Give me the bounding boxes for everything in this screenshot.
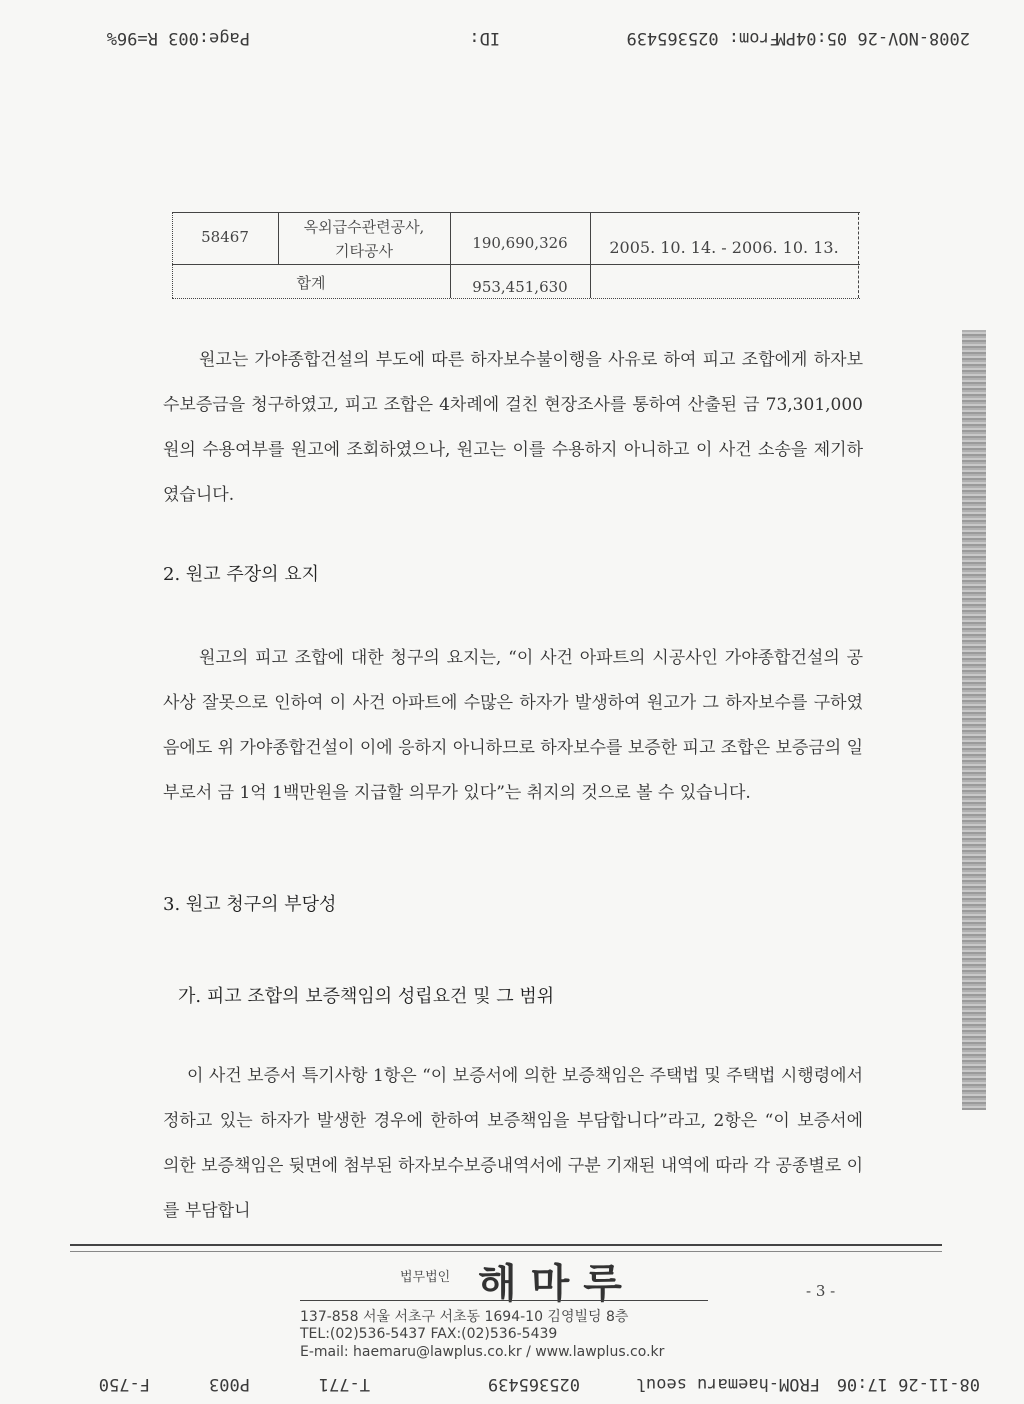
firm-logo-name: 해마루 <box>478 1261 636 1307</box>
firm-phone-fax: TEL:(02)536-5437 FAX:(02)536-5439 <box>300 1326 558 1342</box>
table-row-name-line2: 기타공사 <box>335 242 393 260</box>
footer-rule <box>70 1244 942 1246</box>
table-row-amount: 190,690,326 <box>472 234 568 252</box>
fax-bottom-from: FROM-haemaru seoul <box>635 1374 820 1394</box>
fax-bottom-code: T-771 <box>318 1374 370 1394</box>
table-row-code: 58467 <box>201 228 249 246</box>
table-total-label: 합계 <box>296 274 326 292</box>
fax-bottom-number: 025365439 <box>487 1374 580 1394</box>
section-heading-2: 2. 원고 주장의 요지 <box>163 564 320 585</box>
fax-bottom-form: F-750 <box>98 1374 150 1394</box>
firm-underline <box>300 1300 708 1301</box>
fax-top-id: ID: <box>469 28 500 48</box>
scanner-strip <box>962 330 986 1110</box>
section-heading-3: 3. 원고 청구의 부당성 <box>163 894 337 915</box>
table-total-amount: 953,451,630 <box>472 278 568 296</box>
fax-top-page: Page:003 R=96% <box>106 28 250 48</box>
subsection-heading-3a: 가. 피고 조합의 보증책임의 성립요건 및 그 범위 <box>178 986 555 1007</box>
firm-email-web: E-mail: haemaru@lawplus.co.kr / www.lawplus.co.kr <box>300 1344 665 1360</box>
firm-prefix: 법무법인 <box>400 1270 451 1285</box>
fax-top-from: From: 025365439 <box>626 28 780 48</box>
paragraph-2: 원고의 피고 조합에 대한 청구의 요지는, “이 사건 아파트의 시공사인 가야종합건설의 공사상 잘못으로 인하여 이 사건 아파트에 수많은 하자가 발생하여 원고가 그 하자보수를 구하였음에도 위 가야종합건설이 이에 응하지 아니하므로 하자보수를 보증한 피고 조합은 보증금의 일부로서 금 1억 1백만원을 지급할 의무가 있다”는 취지의 것으로 볼 수 있습니다. <box>163 648 863 803</box>
firm-address: 137-858 서울 서초구 서초동 1694-10 김영빌딩 8층 <box>300 1309 629 1325</box>
fax-bottom-page: P003 <box>209 1374 250 1394</box>
paragraph-3: 이 사건 보증서 특기사항 1항은 “이 보증서에 의한 보증책임은 주택법 및 주택법 시행령에서 정하고 있는 하자가 발생한 경우에 한하여 보증책임을 부담합니다”라고, 2항은 “이 보증서에 의한 보증책임은 뒷면에 첨부된 하자보수보증내역서에 구분 기재된 내역에 따라 각 공종별로 이를 부담합니 <box>163 1066 863 1221</box>
table-row-period: 2005. 10. 14. - 2006. 10. 13. <box>609 238 839 257</box>
fax-bottom-date: 08-11-26 17:06 <box>836 1374 980 1394</box>
fax-header-bottom <box>70 1368 990 1394</box>
page-number: - 3 - <box>806 1282 836 1300</box>
fax-header-top <box>60 22 980 48</box>
table-row-name-line1: 옥외급수관련공사, <box>303 218 425 236</box>
warranty-table <box>172 212 860 300</box>
fax-top-timestamp: 2008-NOV-26 05:04PM <box>775 28 970 48</box>
paragraph-1: 원고는 가야종합건설의 부도에 따른 하자보수불이행을 사유로 하여 피고 조합에게 하자보수보증금을 청구하였고, 피고 조합은 4차례에 걸친 현장조사를 통하여 산출된 금 73,301,000원의 수용여부를 원고에 조회하였으나, 원고는 이를 수용하지 아니하고 이 사건 소송을 제기하였습니다. <box>163 350 863 505</box>
